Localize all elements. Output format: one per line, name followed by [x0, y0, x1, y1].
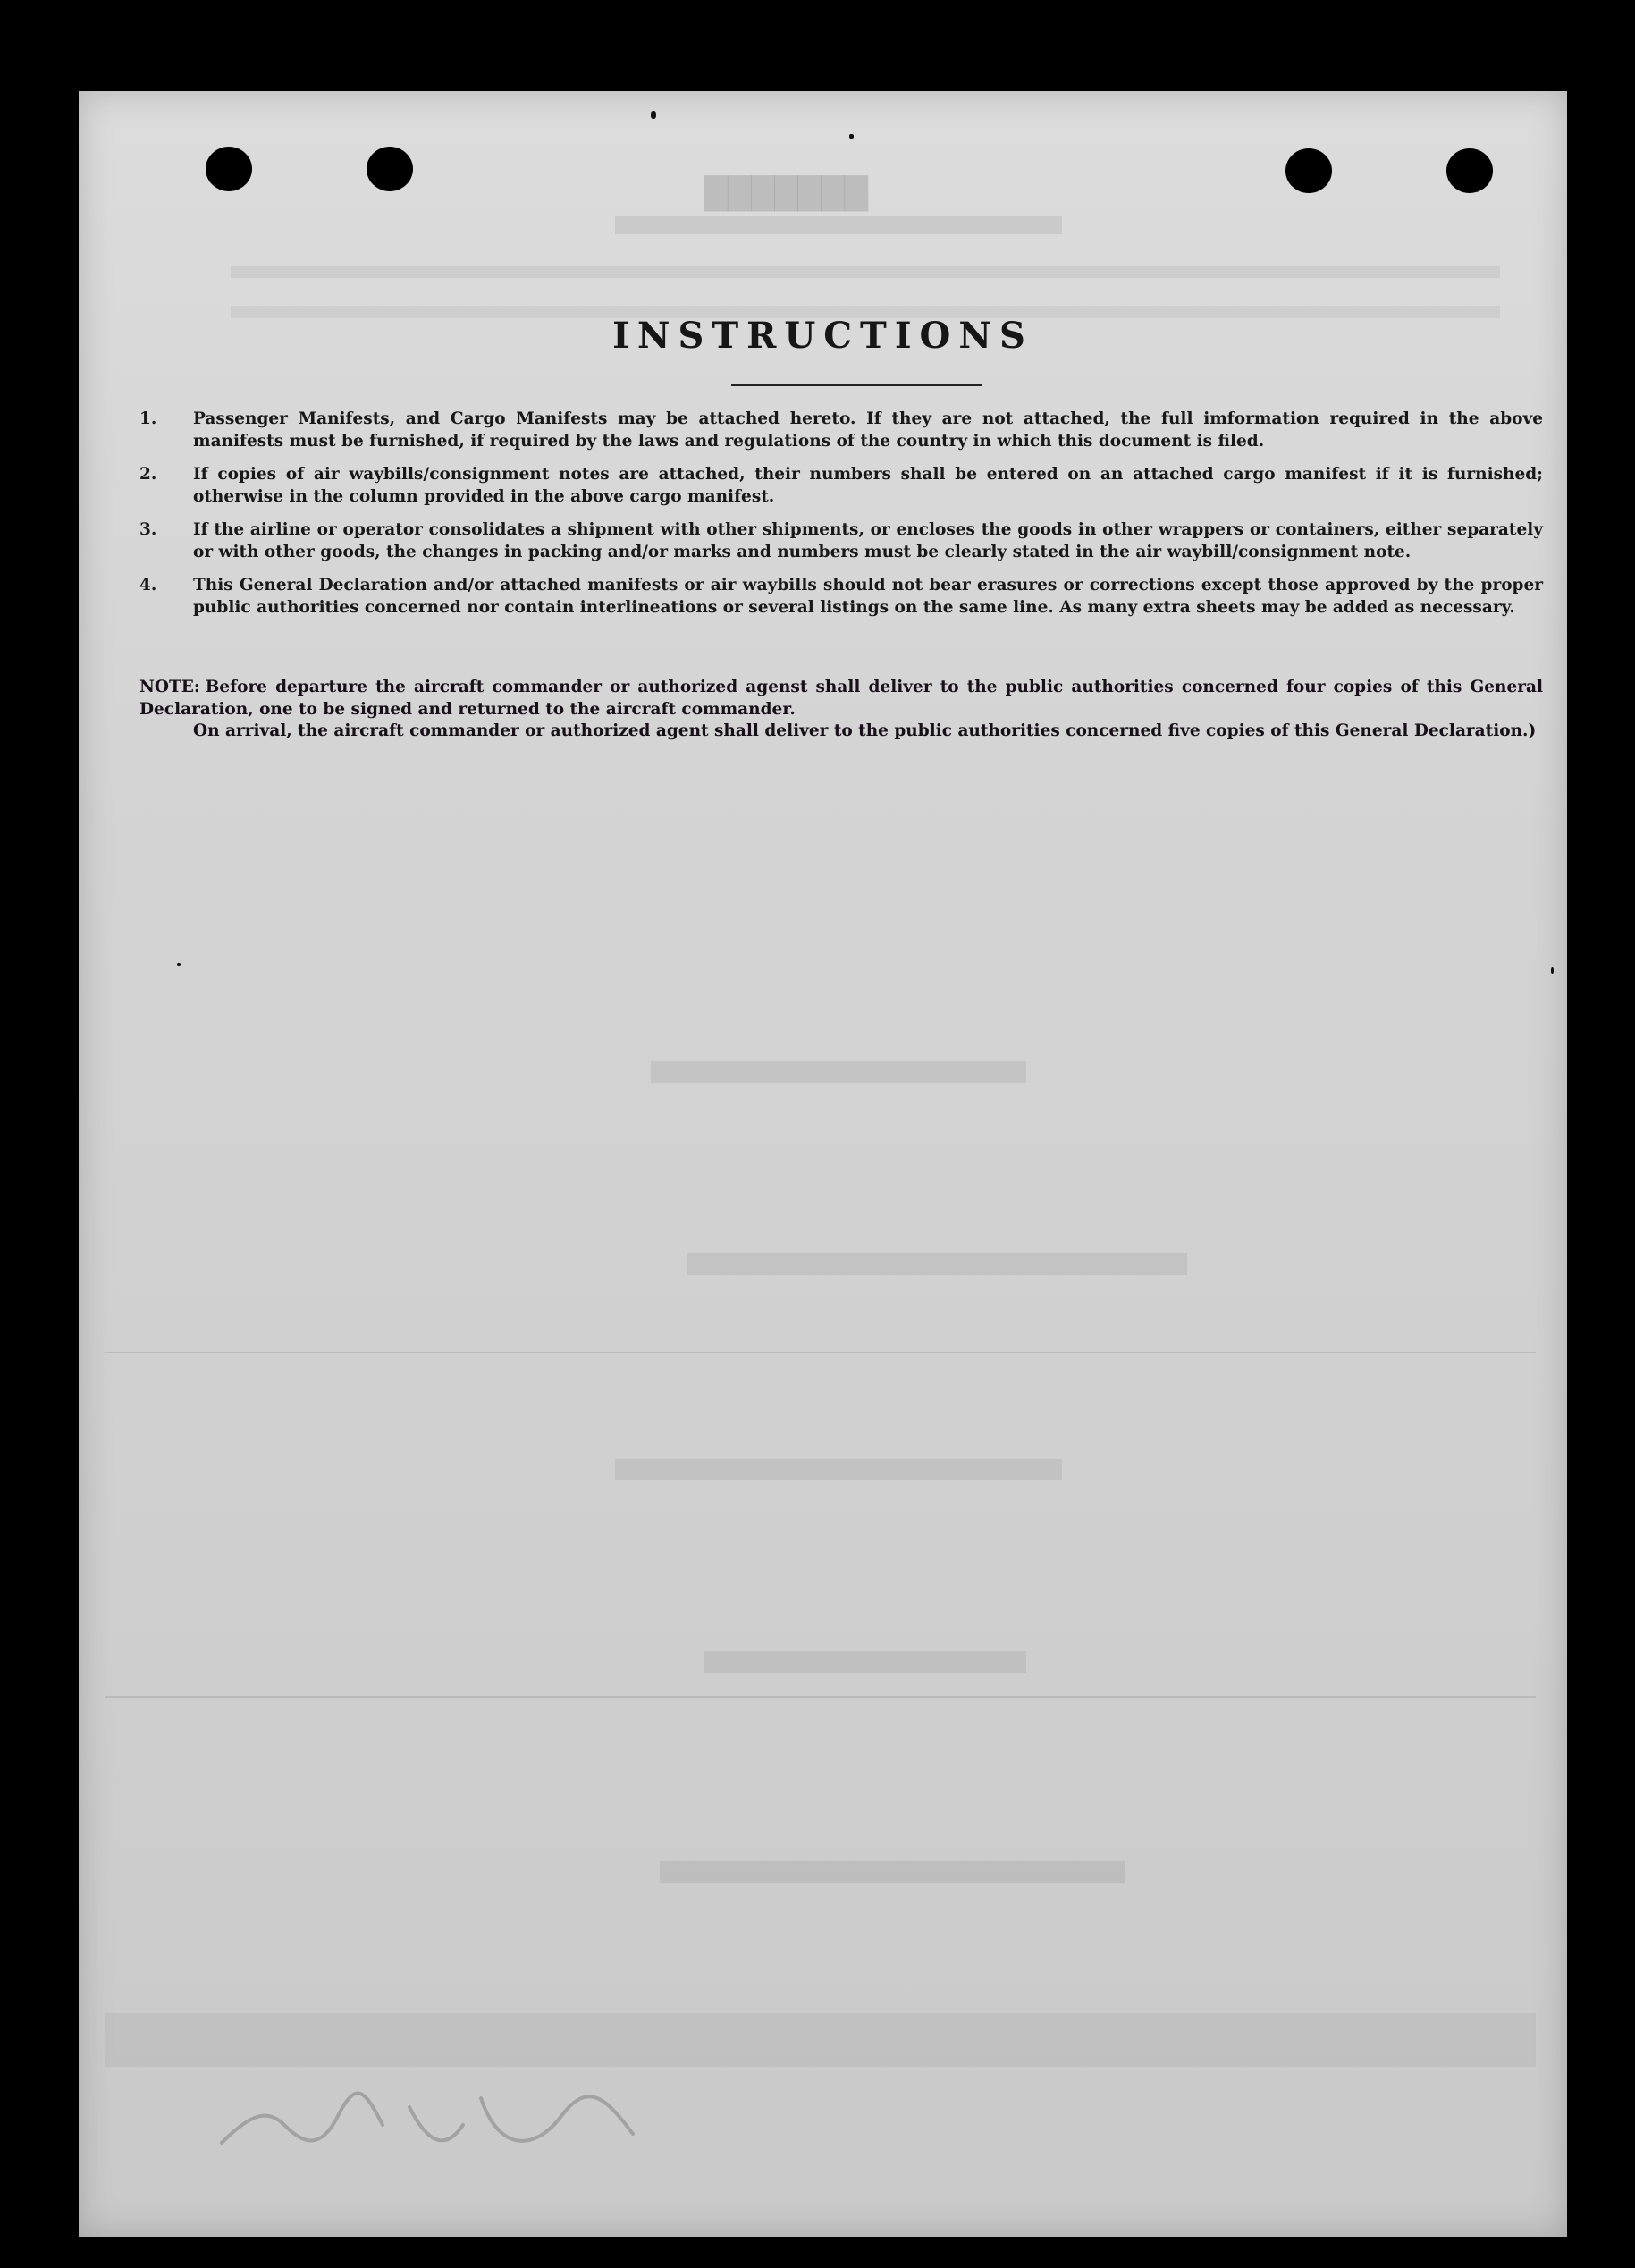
- note-label: NOTE:: [139, 678, 200, 696]
- note-departure: [139, 677, 1543, 721]
- show-through-text: [615, 216, 1062, 234]
- instruction-text: If copies of air waybills/consignment notes are attached, their numbers shall be entered on an attached cargo manifest if it is furnished; otherwise in the column provided in the above cargo manifest.: [193, 465, 1543, 506]
- instruction-text: This General Declaration and/or attached manifests or air waybills should not bear erasures or corrections except those approved by the proper public authorities concerned nor contain interlineations or several listings on the same line. As many extra sheets may be added as necessary.: [193, 576, 1543, 617]
- show-through-text: [105, 1352, 1536, 1353]
- note-departure-text: Before departure the aircraft commander or authorized agenst shall deliver to the public authorities concerned four copies of this General Declaration, one to be signed and returned to the aircraft commander.: [139, 678, 1543, 719]
- instructions-list: [139, 409, 1543, 630]
- scan-speck: [849, 134, 854, 139]
- instruction-item: [139, 575, 1543, 619]
- instruction-item: [139, 464, 1543, 508]
- note-arrival-text: On arrival, the aircraft commander or authorized agent shall deliver to the public authorities concerned five copies of this General Declaration.): [193, 721, 1537, 740]
- instruction-text: If the airline or operator consolidates a shipment with other shipments, or encloses the goods in other wrappers or containers, either separately or with other goods, the changes in packing and/or marks and numbers must be clearly stated in the air waybill/consignment note.: [193, 520, 1543, 561]
- instruction-text: Passenger Manifests, and Cargo Manifests may be attached hereto. If they are not attached, the full imformation required in the above manifests must be furnished, if required by the laws and regulations of the country in which this document is filed.: [193, 409, 1543, 451]
- punch-hole-left-2: [367, 147, 413, 191]
- instruction-item: [139, 409, 1543, 452]
- show-through-text: [231, 266, 1500, 278]
- instruction-number: 2.: [139, 465, 157, 484]
- scan-speck: [177, 963, 181, 966]
- show-through-text: [687, 1253, 1187, 1275]
- show-through-text: [105, 2013, 1536, 2067]
- scan-speck: [1551, 967, 1554, 974]
- show-through-text: [615, 1459, 1062, 1480]
- show-through-text: [105, 1696, 1536, 1698]
- scan-speck: [651, 111, 656, 119]
- instruction-item: [139, 519, 1543, 563]
- document-page: [79, 91, 1567, 2237]
- show-through-text: [660, 1861, 1125, 1883]
- note-block: [139, 677, 1543, 743]
- instruction-number: 4.: [139, 576, 157, 594]
- handwritten-signature: [213, 2071, 642, 2170]
- show-through-text: [704, 1651, 1026, 1673]
- page-title: INSTRUCTIONS: [612, 315, 1033, 357]
- show-through-text: ███████: [704, 176, 869, 212]
- show-through-text: [651, 1061, 1026, 1083]
- title-underline: [731, 384, 982, 386]
- instruction-number: 3.: [139, 520, 157, 539]
- instruction-number: 1.: [139, 409, 157, 428]
- punch-hole-right-2: [1446, 148, 1493, 193]
- note-arrival: [139, 721, 1543, 743]
- punch-hole-right-1: [1285, 148, 1332, 193]
- punch-hole-left-1: [206, 147, 252, 191]
